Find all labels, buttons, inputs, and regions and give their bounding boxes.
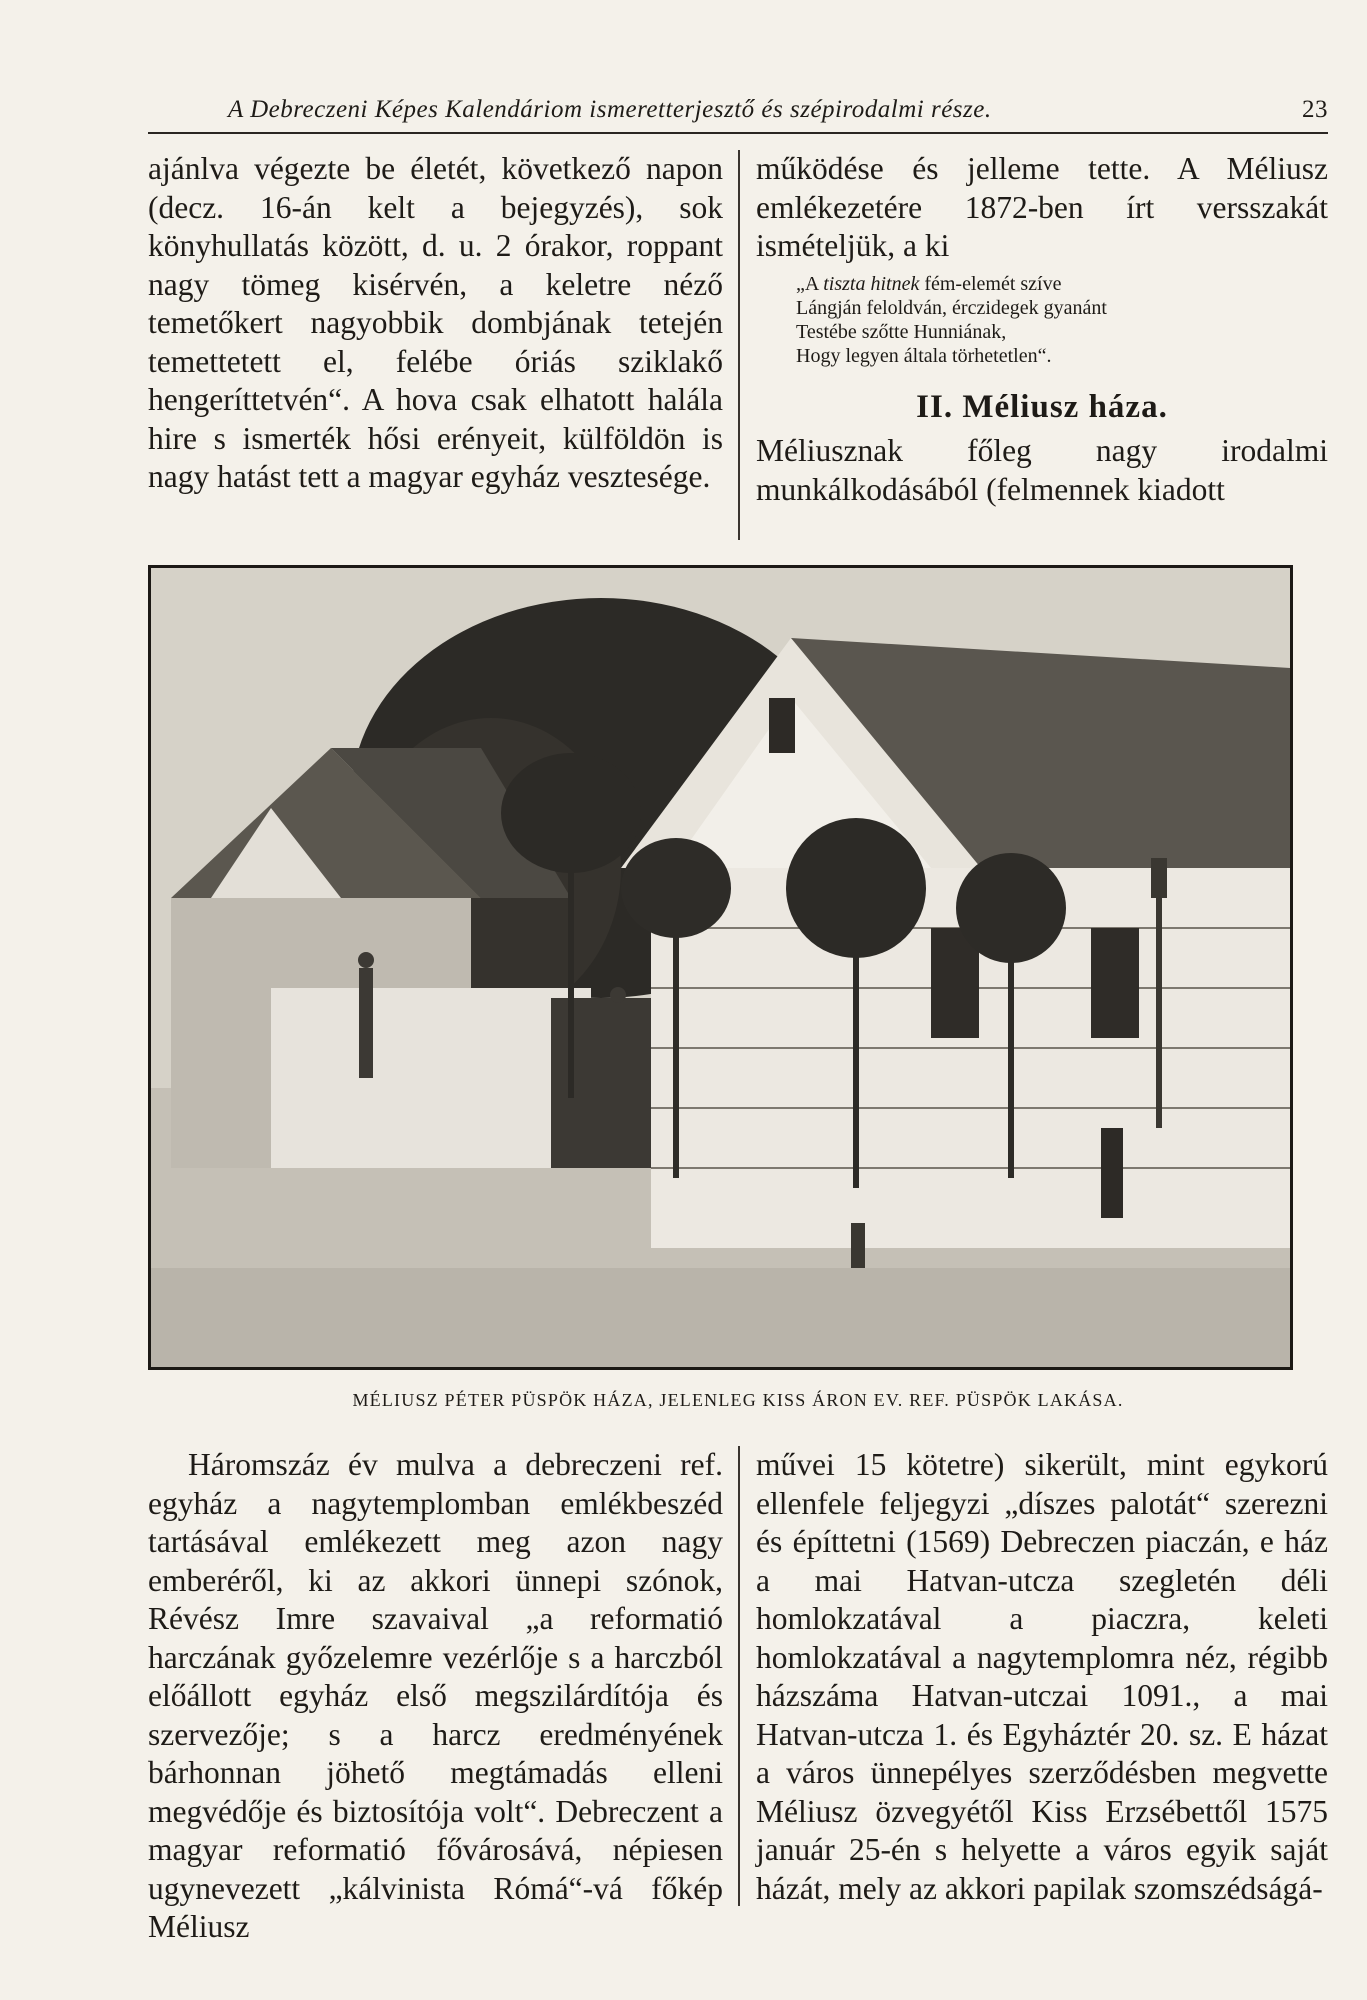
poem-line-3: Testébe szőtte Hunniának, bbox=[796, 320, 1007, 343]
bottom-left-column bbox=[148, 1446, 723, 1947]
photo-caption: MÉLIUSZ PÉTER PÜSPÖK HÁZA, JELENLEG KISS ÁRON EV. REF. PÜSPÖK LAKÁSA. bbox=[352, 1390, 1124, 1410]
page-number: 23 bbox=[1302, 96, 1328, 123]
top-right-paragraph: működése és jelleme tette. A Méliusz emlékezetére 1872-ben írt versszakát ismételjük, a ki bbox=[756, 151, 1328, 263]
house-photograph bbox=[148, 565, 1293, 1370]
section-title: II. Méliusz háza. bbox=[916, 388, 1168, 425]
column-divider-top bbox=[738, 150, 740, 540]
poem-line-4: Hogy legyen általa törhetetlen“. bbox=[796, 344, 1052, 367]
poem-line-1: „A tiszta hitnek fém-elemét szíve bbox=[796, 272, 1062, 295]
top-left-paragraph: ajánlva végezte be életét, következő napon (decz. 16-án kelt a bejegyzés), sok könyhullatás között, d. u. 2 órakor, roppant nagy tömeg kisérvén, a keletre néző temetőkert nagyobbik dombjának tetején temettetett el, felébe óriás sziklakő hengeríttetvén“. A hova csak elhatott halála hire s ismerték hősi erényeit, külföldön is nagy hatást tett a magyar egyház vesztesége. bbox=[148, 151, 723, 494]
running-header-title: A Debreczeni Képes Kalendáriom ismeretterjesztő és szépirodalmi része. bbox=[228, 96, 992, 123]
running-header bbox=[228, 92, 1328, 132]
poem-stanza bbox=[796, 272, 1328, 368]
bottom-right-column bbox=[756, 1446, 1328, 1908]
column-divider-bottom bbox=[738, 1446, 740, 1906]
top-left-column bbox=[148, 150, 723, 497]
bottom-right-paragraph: művei 15 kötetre) sikerült, mint egykorú ellenfele feljegyzi „díszes palotát“ szerezni és építtetni (1569) Debreczen piaczán, e ház a mai Hatvan-utcza szegletén déli homlokzatával a piaczra, keleti homlokzatával a nagytemplomra néz, régibb házszáma Hatvan-utczai 1091., a mai Hatvan-utcza 1. és Egyháztér 20. sz. E házat a város ünnepélyes szerződésben megvette Méliusz özvegyétől Kiss Erzsébettől 1575 január 25-én s helyette a város egyik saját házát, mely az akkori papilak szomszédságá- bbox=[756, 1447, 1328, 1906]
top-right-column bbox=[756, 150, 1328, 509]
poem-line-2: Lángján feloldván, érczidegek gyanánt bbox=[796, 296, 1107, 319]
bottom-left-paragraph: Háromszáz év mulva a debreczeni ref. egyház a nagytemplomban emlékbeszéd tartásával emlékezett meg azon nagy emberéről, ki az akkori ünnepi szónok, Révész Imre szavaival „a reformatió harczának győzelemre vezérlője s a harczból előállott egyház első megszilárdítója és szervezője; s a harcz eredményének bárhonnan jöhető megtámadás elleni megvédője és biztosítója volt“. Debreczent a magyar reformatió fővárosává, népiesen ugynevezett „kálvinista Rómá“-vá főkép Méliusz bbox=[148, 1447, 723, 1944]
photograph-house-street-icon bbox=[151, 568, 1290, 1367]
header-rule bbox=[148, 132, 1328, 134]
section-intro-paragraph: Méliusznak főleg nagy irodalmi munkálkodásából (felmennek kiadott bbox=[756, 433, 1328, 507]
